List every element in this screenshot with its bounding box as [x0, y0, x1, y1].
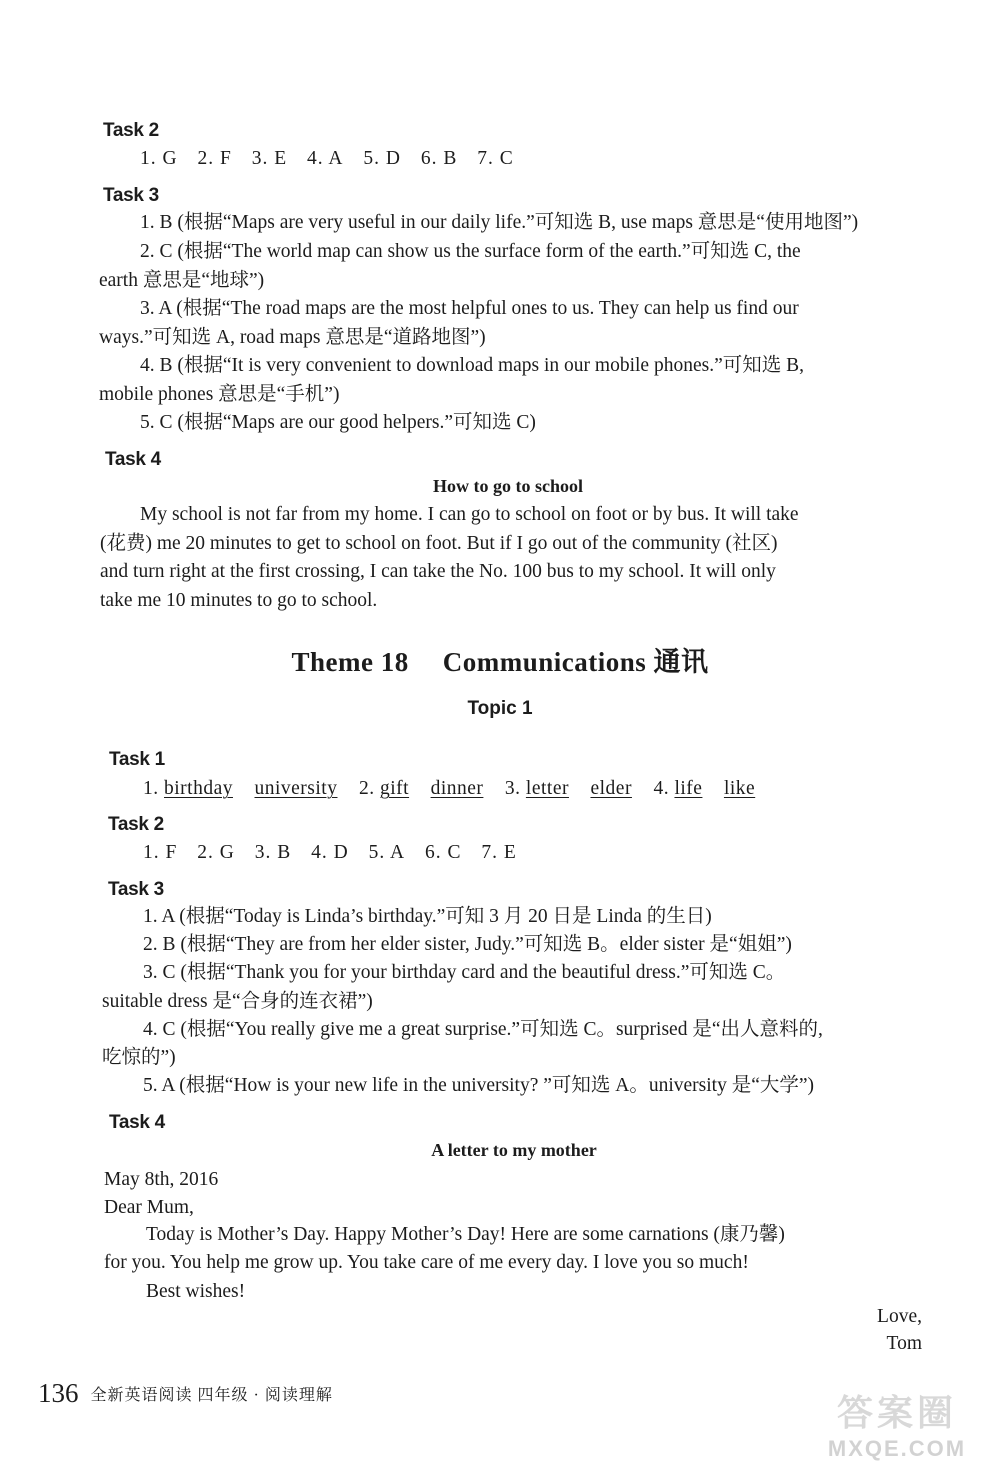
answer: 2. G: [197, 842, 235, 863]
letter-body-line: Best wishes!: [146, 1281, 246, 1302]
watermark-url: MXQE.COM: [827, 1436, 967, 1461]
answer: 2. F: [197, 148, 232, 169]
letter-body-line: Today is Mother’s Day. Happy Mother’s Day! Here are some carnations (康乃馨): [146, 1224, 785, 1245]
theme-number: Theme 18: [291, 647, 409, 677]
task-4-heading: Task 4: [109, 1112, 165, 1133]
task-3-item-3-cont: ways.”可知选 A, road maps 意思是“道路地图”): [99, 327, 486, 348]
answer: 5. D: [363, 148, 401, 169]
passage-title: How to go to school: [433, 476, 583, 496]
answer: 7. C: [477, 148, 514, 169]
page-number: 136: [38, 1378, 79, 1408]
task-3-item-3-cont: suitable dress 是“合身的连衣裙”): [102, 991, 373, 1012]
answer: 6. B: [420, 148, 458, 169]
task-3-heading: Task 3: [103, 185, 159, 206]
task-1-heading: Task 1: [109, 749, 165, 770]
letter-date: May 8th, 2016: [104, 1169, 219, 1190]
task-3-item-4: 4. C (根据“You really give me a great surprise.”可知选 C。surprised 是“出人意料的,: [143, 1019, 823, 1040]
letter-greeting: Dear Mum,: [104, 1197, 194, 1218]
task-3-item-2: 2. C (根据“The world map can show us the surface form of the earth.”可知选 C, the: [140, 241, 801, 262]
answer: 3. B: [254, 842, 292, 863]
answer-word: university: [254, 778, 338, 799]
answer-word: like: [723, 778, 756, 799]
answer-word: elder: [590, 778, 632, 799]
task-3-item-4-cont: mobile phones 意思是“手机”): [99, 384, 340, 405]
task-3-item-5: 5. C (根据“Maps are our good helpers.”可知选 C): [140, 412, 536, 433]
theme-name: Communications 通讯: [442, 647, 709, 677]
answer: 4. D: [311, 842, 349, 863]
answer-word: birthday: [164, 778, 233, 799]
letter-title: A letter to my mother: [431, 1140, 597, 1160]
task-3-item-5: 5. A (根据“How is your new life in the university? ”可知选 A。university 是“大学”): [143, 1075, 815, 1096]
task-3-item-3: 3. C (根据“Thank you for your birthday card and the beautiful dress.”可知选 C。: [143, 962, 786, 983]
book-title: 全新英语阅读 四年级 · 阅读理解: [90, 1387, 333, 1404]
passage-line: My school is not far from my home. I can go to school on foot or by bus. It will take: [140, 504, 799, 525]
task-4-heading: Task 4: [105, 449, 161, 470]
answer-number: 3.: [504, 778, 521, 799]
answer: 6. C: [424, 842, 462, 863]
answer-word: gift: [379, 778, 410, 799]
answer-number: 4.: [653, 778, 670, 799]
task-2-answers: [140, 148, 528, 170]
passage-line: (花费) me 20 minutes to get to school on foot. But if I go out of the community (社区): [100, 533, 778, 554]
answer: 4. A: [307, 148, 344, 169]
task-3-item-1: 1. A (根据“Today is Linda’s birthday.”可知 3 月 20 日是 Linda 的生日): [143, 906, 712, 927]
task-2-answers: [143, 842, 531, 864]
answer: 1. G: [140, 148, 178, 169]
task-3-item-4-cont: 吃惊的”): [102, 1047, 176, 1068]
passage-line: and turn right at the first crossing, I can take the No. 100 bus to my school. It will only: [100, 561, 776, 582]
task-3-item-4: 4. B (根据“It is very convenient to download maps in our mobile phones.”可知选 B,: [140, 355, 804, 376]
answer: 5. A: [368, 842, 406, 863]
theme-heading: [0, 640, 1000, 679]
answer-word: life: [674, 778, 703, 799]
watermark-logo: [812, 1385, 982, 1465]
answer: 3. E: [251, 148, 288, 169]
topic-heading: Topic 1: [467, 698, 533, 719]
task-3-heading: Task 3: [108, 879, 164, 900]
letter-closing: Love,: [877, 1306, 922, 1327]
passage-line: take me 10 minutes to go to school.: [100, 590, 378, 611]
task-1-answers: [143, 778, 755, 800]
answer: 7. E: [481, 842, 517, 863]
task-3-item-3: 3. A (根据“The road maps are the most helpful ones to us. They can help us find our: [140, 298, 799, 319]
letter-signature: Tom: [886, 1333, 922, 1354]
answer-number: 2.: [358, 778, 375, 799]
watermark-text: 答案圈: [836, 1392, 957, 1433]
page-footer: [38, 1378, 333, 1409]
letter-body-line: for you. You help me grow up. You take care of me every day. I love you so much!: [104, 1252, 749, 1273]
task-3-item-1: 1. B (根据“Maps are very useful in our daily life.”可知选 B, use maps 意思是“使用地图”): [140, 212, 859, 233]
answer-word: letter: [525, 778, 569, 799]
answer-number: 1.: [143, 778, 159, 799]
answer: 1. F: [143, 842, 178, 863]
answer-word: dinner: [430, 778, 484, 799]
task-3-item-2: 2. B (根据“They are from her elder sister, Judy.”可知选 B。elder sister 是“姐姐”): [143, 934, 792, 955]
task-3-item-2-cont: earth 意思是“地球”): [99, 270, 265, 291]
task-2-heading: Task 2: [103, 120, 159, 141]
task-2-heading: Task 2: [108, 814, 164, 835]
